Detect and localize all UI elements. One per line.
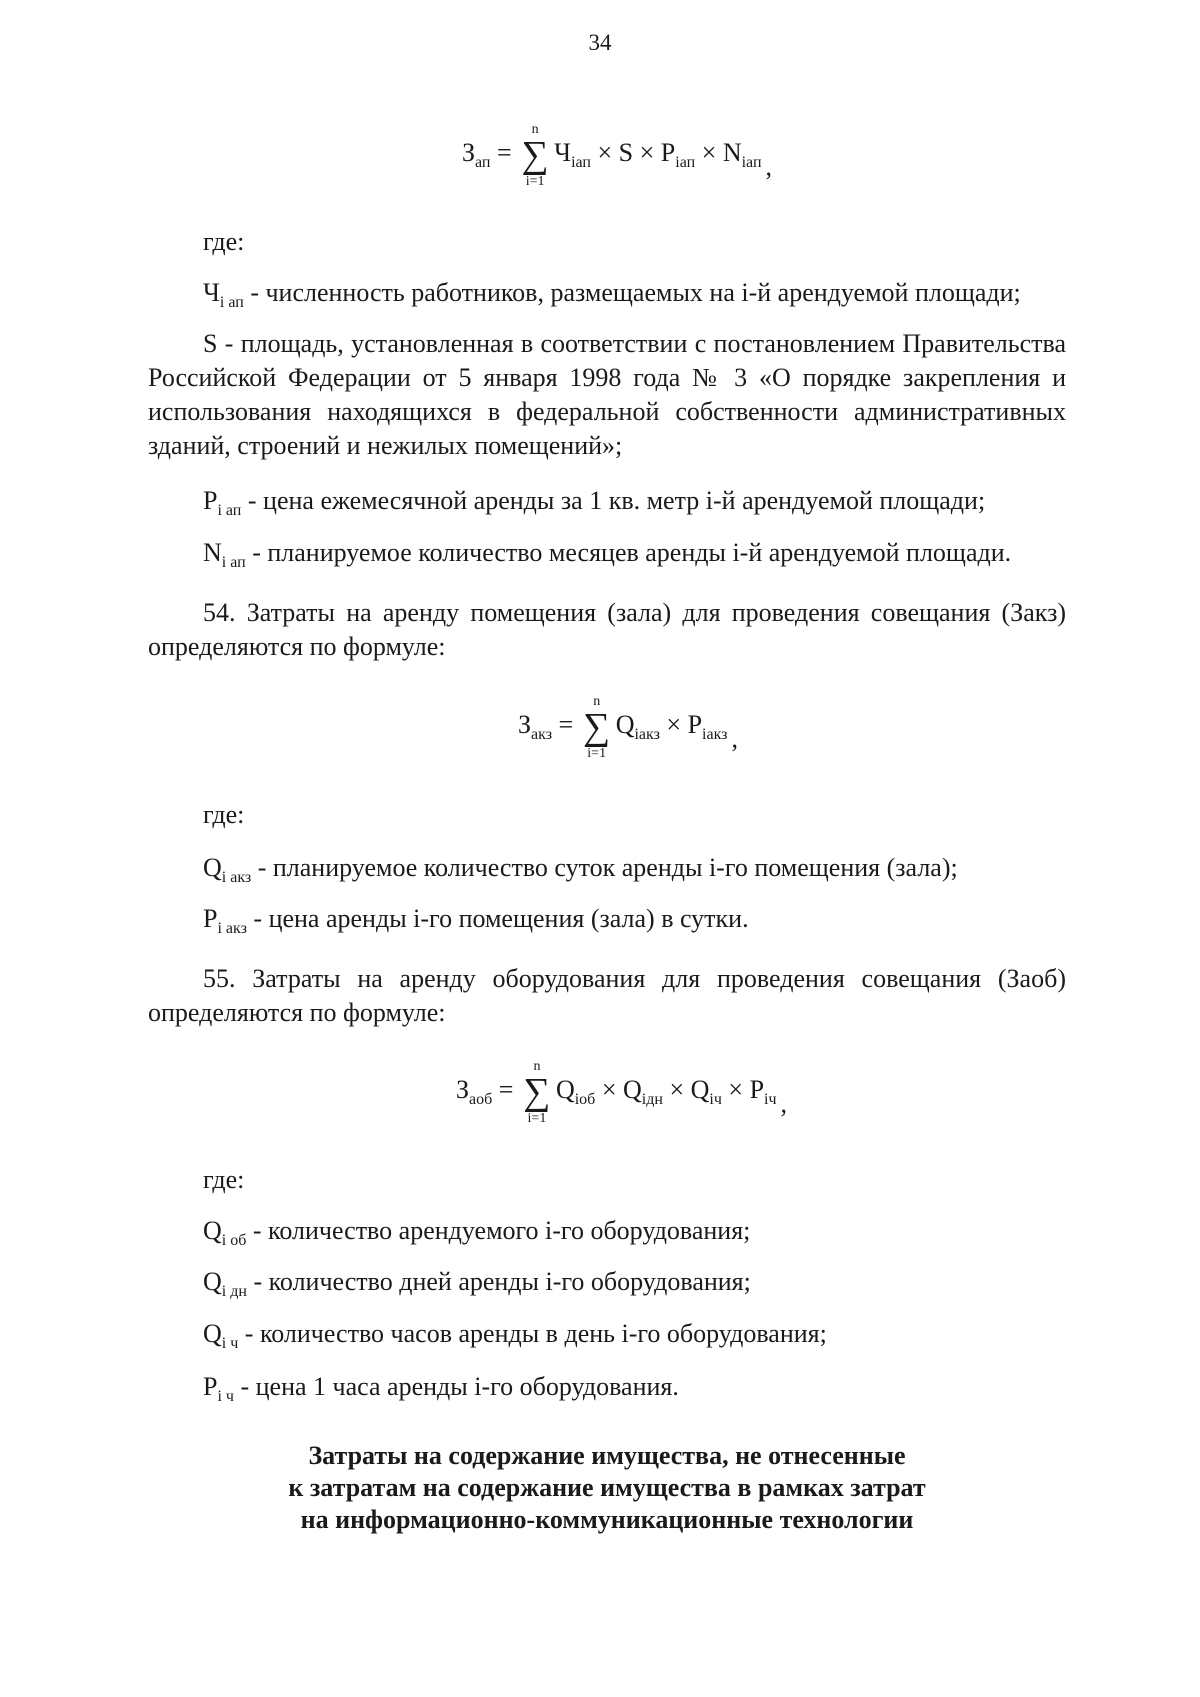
page-number: 34: [588, 30, 612, 55]
section-heading: Затраты на содержание имущества, не отнесенные к затратам на содержание имущества в рамках затрат на информационно-коммуникационные технологии: [288, 1441, 926, 1534]
definition-line: $P_{i акз}$ - цена аренды i-го помещения (зала) в сутки.: [203, 904, 749, 937]
definition-line: $Q_{i акз}$ - планируемое количество суток аренды i-го помещения (зала);: [203, 853, 958, 886]
where-label: где:: [203, 227, 245, 256]
definition-line: $N_{i ап}$ - планируемое количество месяцев аренды i-й арендуемой площади.: [203, 538, 1012, 571]
where-label: где:: [203, 800, 245, 829]
paragraph-55: 55. Затраты на аренду оборудования для проведения совещания (Заоб) определяются по формуле:: [148, 964, 1066, 1027]
definition-line: $Q_{i об}$ - количество арендуемого i-го оборудования;: [203, 1216, 751, 1249]
formula-rent-premises: $З_{ап}$ = n ∑ i=1 $Ч_{iап} \times S \times P_{iап} \times N_{iап}$ ,: [462, 122, 773, 190]
formula-rent-hall: $З_{акз}$ = n ∑ i=1 $Q_{iакз} \times P_{iакз}$ ,: [518, 694, 738, 762]
sum-symbol: n ∑ i=1: [523, 1059, 551, 1127]
sum-symbol: n ∑ i=1: [521, 122, 549, 190]
definition-line: $Q_{i дн}$ - количество дней аренды i-го оборудования;: [203, 1267, 751, 1300]
definition-line: $Ч_{i ап}$ - численность работников, размещаемых на i-й арендуемой площади;: [203, 278, 1021, 311]
formula-rent-equipment: $З_{аоб}$ = n ∑ i=1 $Q_{iоб} \times Q_{iдн} \times Q_{iч} \times P_{iч}$ ,: [456, 1059, 788, 1127]
definition-line: $P_{i ч}$ - цена 1 часа аренды i-го оборудования.: [203, 1372, 679, 1405]
definition-line: $Q_{i ч}$ - количество часов аренды в день i-го оборудования;: [203, 1319, 827, 1352]
paragraph-54: 54. Затраты на аренду помещения (зала) для проведения совещания (Закз) определяются по формуле:: [148, 598, 1066, 661]
where-label: где:: [203, 1165, 245, 1194]
s-definition-paragraph: S - площадь, установленная в соответствии с постановлением Правительства Российской Федерации от 5 января 1998 года № 3 «О порядке закрепления и использования находящихся в федеральной собственности административных зданий, строений и нежилых помещений»;: [148, 329, 1066, 460]
sum-symbol: n ∑ i=1: [583, 694, 611, 762]
definition-line: $P_{i ап}$ - цена ежемесячной аренды за 1 кв. метр i-й арендуемой площади;: [203, 486, 986, 519]
